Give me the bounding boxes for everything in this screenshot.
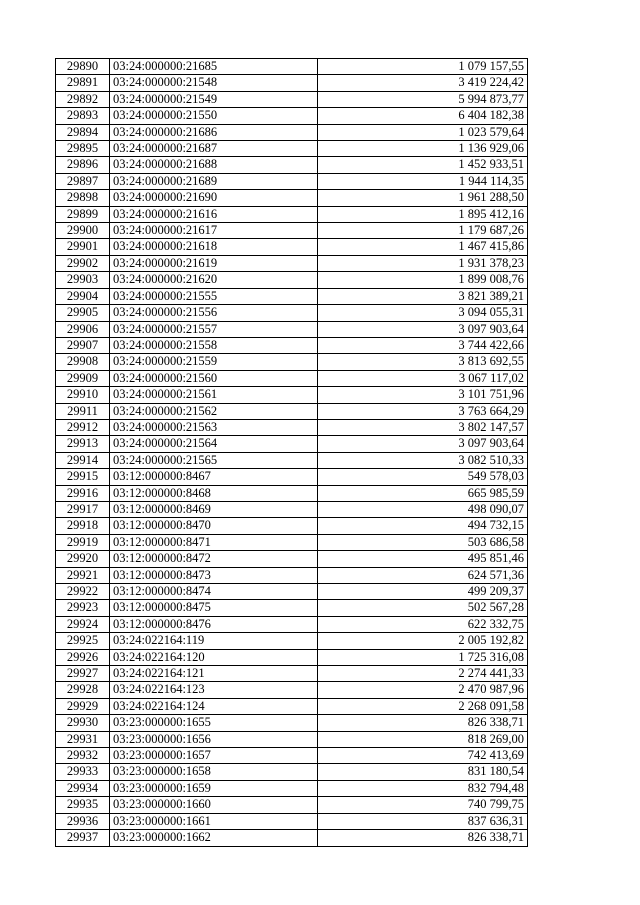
cadastral-number-cell: 03:12:000000:8472 bbox=[110, 551, 318, 567]
table-row bbox=[56, 485, 528, 501]
row-number-cell: 29898 bbox=[56, 190, 110, 206]
cadastral-value-cell: 499 209,37 bbox=[318, 584, 528, 600]
row-number-cell: 29920 bbox=[56, 551, 110, 567]
cadastral-value-cell: 2 005 192,82 bbox=[318, 633, 528, 649]
table-row bbox=[56, 600, 528, 616]
table-row bbox=[56, 715, 528, 731]
cadastral-number-cell: 03:24:000000:21617 bbox=[110, 223, 318, 239]
cadastral-number-cell: 03:12:000000:8474 bbox=[110, 584, 318, 600]
row-number-cell: 29906 bbox=[56, 321, 110, 337]
cadastral-value-cell: 826 338,71 bbox=[318, 830, 528, 846]
row-number-cell: 29934 bbox=[56, 780, 110, 796]
cadastral-number-cell: 03:24:000000:21560 bbox=[110, 370, 318, 386]
table-row bbox=[56, 731, 528, 747]
cadastral-number-cell: 03:24:000000:21688 bbox=[110, 157, 318, 173]
row-number-cell: 29914 bbox=[56, 452, 110, 468]
row-number-cell: 29919 bbox=[56, 534, 110, 550]
row-number-cell: 29907 bbox=[56, 337, 110, 353]
table-row bbox=[56, 682, 528, 698]
table-row bbox=[56, 534, 528, 550]
table-row bbox=[56, 124, 528, 140]
table-row bbox=[56, 59, 528, 75]
cadastral-value-cell: 3 419 224,42 bbox=[318, 75, 528, 91]
cadastral-value-cell: 3 094 055,31 bbox=[318, 305, 528, 321]
table-row bbox=[56, 797, 528, 813]
cadastral-number-cell: 03:24:000000:21689 bbox=[110, 173, 318, 189]
cadastral-value-cell: 1 899 008,76 bbox=[318, 272, 528, 288]
cadastral-value-cell: 2 470 987,96 bbox=[318, 682, 528, 698]
cadastral-value-cell: 549 578,03 bbox=[318, 469, 528, 485]
cadastral-value-cell: 3 082 510,33 bbox=[318, 452, 528, 468]
row-number-cell: 29925 bbox=[56, 633, 110, 649]
cadastral-number-cell: 03:24:022164:120 bbox=[110, 649, 318, 665]
cadastral-number-cell: 03:24:000000:21619 bbox=[110, 255, 318, 271]
cadastral-value-cell: 1 079 157,55 bbox=[318, 59, 528, 75]
cadastral-number-cell: 03:12:000000:8469 bbox=[110, 501, 318, 517]
cadastral-number-cell: 03:24:000000:21620 bbox=[110, 272, 318, 288]
table-row bbox=[56, 551, 528, 567]
cadastral-value-cell: 2 268 091,58 bbox=[318, 698, 528, 714]
cadastral-value-cell: 818 269,00 bbox=[318, 731, 528, 747]
cadastral-value-cell: 624 571,36 bbox=[318, 567, 528, 583]
row-number-cell: 29931 bbox=[56, 731, 110, 747]
table-row bbox=[56, 321, 528, 337]
table-row bbox=[56, 223, 528, 239]
cadastral-value-cell: 1 023 579,64 bbox=[318, 124, 528, 140]
cadastral-value-cell: 495 851,46 bbox=[318, 551, 528, 567]
cadastral-number-cell: 03:24:000000:21548 bbox=[110, 75, 318, 91]
cadastral-number-cell: 03:12:000000:8471 bbox=[110, 534, 318, 550]
cadastral-number-cell: 03:24:022164:119 bbox=[110, 633, 318, 649]
cadastral-value-cell: 665 985,59 bbox=[318, 485, 528, 501]
cadastral-value-cell: 498 090,07 bbox=[318, 501, 528, 517]
table-row bbox=[56, 813, 528, 829]
cadastral-value-cell: 2 274 441,33 bbox=[318, 666, 528, 682]
cadastral-number-cell: 03:24:000000:21616 bbox=[110, 206, 318, 222]
row-number-cell: 29904 bbox=[56, 288, 110, 304]
cadastral-number-cell: 03:24:000000:21556 bbox=[110, 305, 318, 321]
cadastral-value-cell: 3 097 903,64 bbox=[318, 321, 528, 337]
table-row bbox=[56, 780, 528, 796]
cadastral-number-cell: 03:23:000000:1661 bbox=[110, 813, 318, 829]
table-row bbox=[56, 452, 528, 468]
cadastral-number-cell: 03:23:000000:1658 bbox=[110, 764, 318, 780]
cadastral-value-cell: 1 961 288,50 bbox=[318, 190, 528, 206]
table-body bbox=[56, 59, 528, 847]
row-number-cell: 29917 bbox=[56, 501, 110, 517]
table-row bbox=[56, 649, 528, 665]
cadastral-number-cell: 03:24:000000:21549 bbox=[110, 91, 318, 107]
cadastral-value-cell: 1 944 114,35 bbox=[318, 173, 528, 189]
cadastral-value-cell: 3 763 664,29 bbox=[318, 403, 528, 419]
row-number-cell: 29932 bbox=[56, 748, 110, 764]
cadastral-value-cell: 3 097 903,64 bbox=[318, 436, 528, 452]
row-number-cell: 29911 bbox=[56, 403, 110, 419]
row-number-cell: 29915 bbox=[56, 469, 110, 485]
cadastral-value-cell: 494 732,15 bbox=[318, 518, 528, 534]
cadastral-value-cell: 5 994 873,77 bbox=[318, 91, 528, 107]
cadastral-number-cell: 03:24:000000:21686 bbox=[110, 124, 318, 140]
row-number-cell: 29896 bbox=[56, 157, 110, 173]
table-row bbox=[56, 75, 528, 91]
row-number-cell: 29910 bbox=[56, 387, 110, 403]
cadastral-value-cell: 3 067 117,02 bbox=[318, 370, 528, 386]
cadastral-number-cell: 03:12:000000:8467 bbox=[110, 469, 318, 485]
cadastral-number-cell: 03:24:000000:21559 bbox=[110, 354, 318, 370]
cadastral-number-cell: 03:12:000000:8468 bbox=[110, 485, 318, 501]
table-row bbox=[56, 91, 528, 107]
table-row bbox=[56, 567, 528, 583]
cadastral-number-cell: 03:24:022164:123 bbox=[110, 682, 318, 698]
table-row bbox=[56, 764, 528, 780]
row-number-cell: 29918 bbox=[56, 518, 110, 534]
table-row bbox=[56, 748, 528, 764]
table-row bbox=[56, 616, 528, 632]
table-row bbox=[56, 255, 528, 271]
cadastral-number-cell: 03:24:000000:21618 bbox=[110, 239, 318, 255]
cadastral-number-cell: 03:24:000000:21563 bbox=[110, 419, 318, 435]
table-row bbox=[56, 190, 528, 206]
cadastral-value-cell: 740 799,75 bbox=[318, 797, 528, 813]
cadastral-number-cell: 03:24:000000:21561 bbox=[110, 387, 318, 403]
table-row bbox=[56, 272, 528, 288]
cadastral-number-cell: 03:24:000000:21564 bbox=[110, 436, 318, 452]
row-number-cell: 29894 bbox=[56, 124, 110, 140]
cadastral-value-cell: 3 744 422,66 bbox=[318, 337, 528, 353]
table-row bbox=[56, 354, 528, 370]
row-number-cell: 29902 bbox=[56, 255, 110, 271]
table-row bbox=[56, 469, 528, 485]
cadastral-value-cell: 1 725 316,08 bbox=[318, 649, 528, 665]
cadastral-value-cell: 831 180,54 bbox=[318, 764, 528, 780]
table-row bbox=[56, 108, 528, 124]
cadastral-value-cell: 6 404 182,38 bbox=[318, 108, 528, 124]
cadastral-number-cell: 03:24:000000:21685 bbox=[110, 59, 318, 75]
cadastral-value-cell: 3 821 389,21 bbox=[318, 288, 528, 304]
row-number-cell: 29895 bbox=[56, 141, 110, 157]
row-number-cell: 29935 bbox=[56, 797, 110, 813]
cadastral-value-cell: 502 567,28 bbox=[318, 600, 528, 616]
cadastral-number-cell: 03:24:000000:21558 bbox=[110, 337, 318, 353]
table-row bbox=[56, 518, 528, 534]
row-number-cell: 29927 bbox=[56, 666, 110, 682]
table-row bbox=[56, 501, 528, 517]
row-number-cell: 29916 bbox=[56, 485, 110, 501]
cadastral-number-cell: 03:24:000000:21550 bbox=[110, 108, 318, 124]
cadastral-value-cell: 1 931 378,23 bbox=[318, 255, 528, 271]
table-row bbox=[56, 305, 528, 321]
row-number-cell: 29893 bbox=[56, 108, 110, 124]
table-row bbox=[56, 419, 528, 435]
row-number-cell: 29929 bbox=[56, 698, 110, 714]
table-row bbox=[56, 830, 528, 846]
cadastral-number-cell: 03:23:000000:1662 bbox=[110, 830, 318, 846]
cadastral-number-cell: 03:23:000000:1657 bbox=[110, 748, 318, 764]
row-number-cell: 29905 bbox=[56, 305, 110, 321]
row-number-cell: 29899 bbox=[56, 206, 110, 222]
row-number-cell: 29903 bbox=[56, 272, 110, 288]
row-number-cell: 29890 bbox=[56, 59, 110, 75]
cadastral-value-cell: 826 338,71 bbox=[318, 715, 528, 731]
table-row bbox=[56, 633, 528, 649]
cadastral-number-cell: 03:12:000000:8470 bbox=[110, 518, 318, 534]
cadastral-number-cell: 03:24:000000:21690 bbox=[110, 190, 318, 206]
cadastral-number-cell: 03:23:000000:1656 bbox=[110, 731, 318, 747]
cadastral-value-table bbox=[55, 58, 528, 847]
cadastral-number-cell: 03:24:000000:21555 bbox=[110, 288, 318, 304]
cadastral-number-cell: 03:12:000000:8473 bbox=[110, 567, 318, 583]
cadastral-value-cell: 1 136 929,06 bbox=[318, 141, 528, 157]
cadastral-number-cell: 03:23:000000:1655 bbox=[110, 715, 318, 731]
row-number-cell: 29921 bbox=[56, 567, 110, 583]
cadastral-value-cell: 742 413,69 bbox=[318, 748, 528, 764]
row-number-cell: 29936 bbox=[56, 813, 110, 829]
row-number-cell: 29923 bbox=[56, 600, 110, 616]
cadastral-value-cell: 3 813 692,55 bbox=[318, 354, 528, 370]
row-number-cell: 29908 bbox=[56, 354, 110, 370]
row-number-cell: 29913 bbox=[56, 436, 110, 452]
table-row bbox=[56, 337, 528, 353]
row-number-cell: 29924 bbox=[56, 616, 110, 632]
cadastral-number-cell: 03:12:000000:8475 bbox=[110, 600, 318, 616]
cadastral-value-cell: 3 802 147,57 bbox=[318, 419, 528, 435]
row-number-cell: 29933 bbox=[56, 764, 110, 780]
table-row bbox=[56, 698, 528, 714]
table-row bbox=[56, 157, 528, 173]
table-row bbox=[56, 141, 528, 157]
cadastral-number-cell: 03:24:000000:21565 bbox=[110, 452, 318, 468]
cadastral-number-cell: 03:24:000000:21562 bbox=[110, 403, 318, 419]
row-number-cell: 29912 bbox=[56, 419, 110, 435]
cadastral-value-cell: 1 467 415,86 bbox=[318, 239, 528, 255]
cadastral-value-cell: 1 452 933,51 bbox=[318, 157, 528, 173]
row-number-cell: 29926 bbox=[56, 649, 110, 665]
cadastral-value-cell: 837 636,31 bbox=[318, 813, 528, 829]
table-row bbox=[56, 370, 528, 386]
cadastral-value-cell: 3 101 751,96 bbox=[318, 387, 528, 403]
cadastral-value-cell: 503 686,58 bbox=[318, 534, 528, 550]
row-number-cell: 29937 bbox=[56, 830, 110, 846]
table-row bbox=[56, 666, 528, 682]
row-number-cell: 29892 bbox=[56, 91, 110, 107]
row-number-cell: 29891 bbox=[56, 75, 110, 91]
table-row bbox=[56, 584, 528, 600]
row-number-cell: 29930 bbox=[56, 715, 110, 731]
row-number-cell: 29922 bbox=[56, 584, 110, 600]
cadastral-value-cell: 832 794,48 bbox=[318, 780, 528, 796]
cadastral-number-cell: 03:23:000000:1660 bbox=[110, 797, 318, 813]
table-row bbox=[56, 436, 528, 452]
cadastral-value-cell: 1 895 412,16 bbox=[318, 206, 528, 222]
row-number-cell: 29900 bbox=[56, 223, 110, 239]
table-row bbox=[56, 403, 528, 419]
row-number-cell: 29928 bbox=[56, 682, 110, 698]
row-number-cell: 29909 bbox=[56, 370, 110, 386]
table-row bbox=[56, 288, 528, 304]
table-row bbox=[56, 387, 528, 403]
cadastral-value-cell: 622 332,75 bbox=[318, 616, 528, 632]
cadastral-number-cell: 03:24:000000:21557 bbox=[110, 321, 318, 337]
cadastral-number-cell: 03:12:000000:8476 bbox=[110, 616, 318, 632]
row-number-cell: 29901 bbox=[56, 239, 110, 255]
table-row bbox=[56, 173, 528, 189]
row-number-cell: 29897 bbox=[56, 173, 110, 189]
cadastral-value-cell: 1 179 687,26 bbox=[318, 223, 528, 239]
cadastral-number-cell: 03:24:000000:21687 bbox=[110, 141, 318, 157]
cadastral-number-cell: 03:24:022164:121 bbox=[110, 666, 318, 682]
cadastral-number-cell: 03:24:022164:124 bbox=[110, 698, 318, 714]
cadastral-number-cell: 03:23:000000:1659 bbox=[110, 780, 318, 796]
table-row bbox=[56, 239, 528, 255]
table-row bbox=[56, 206, 528, 222]
